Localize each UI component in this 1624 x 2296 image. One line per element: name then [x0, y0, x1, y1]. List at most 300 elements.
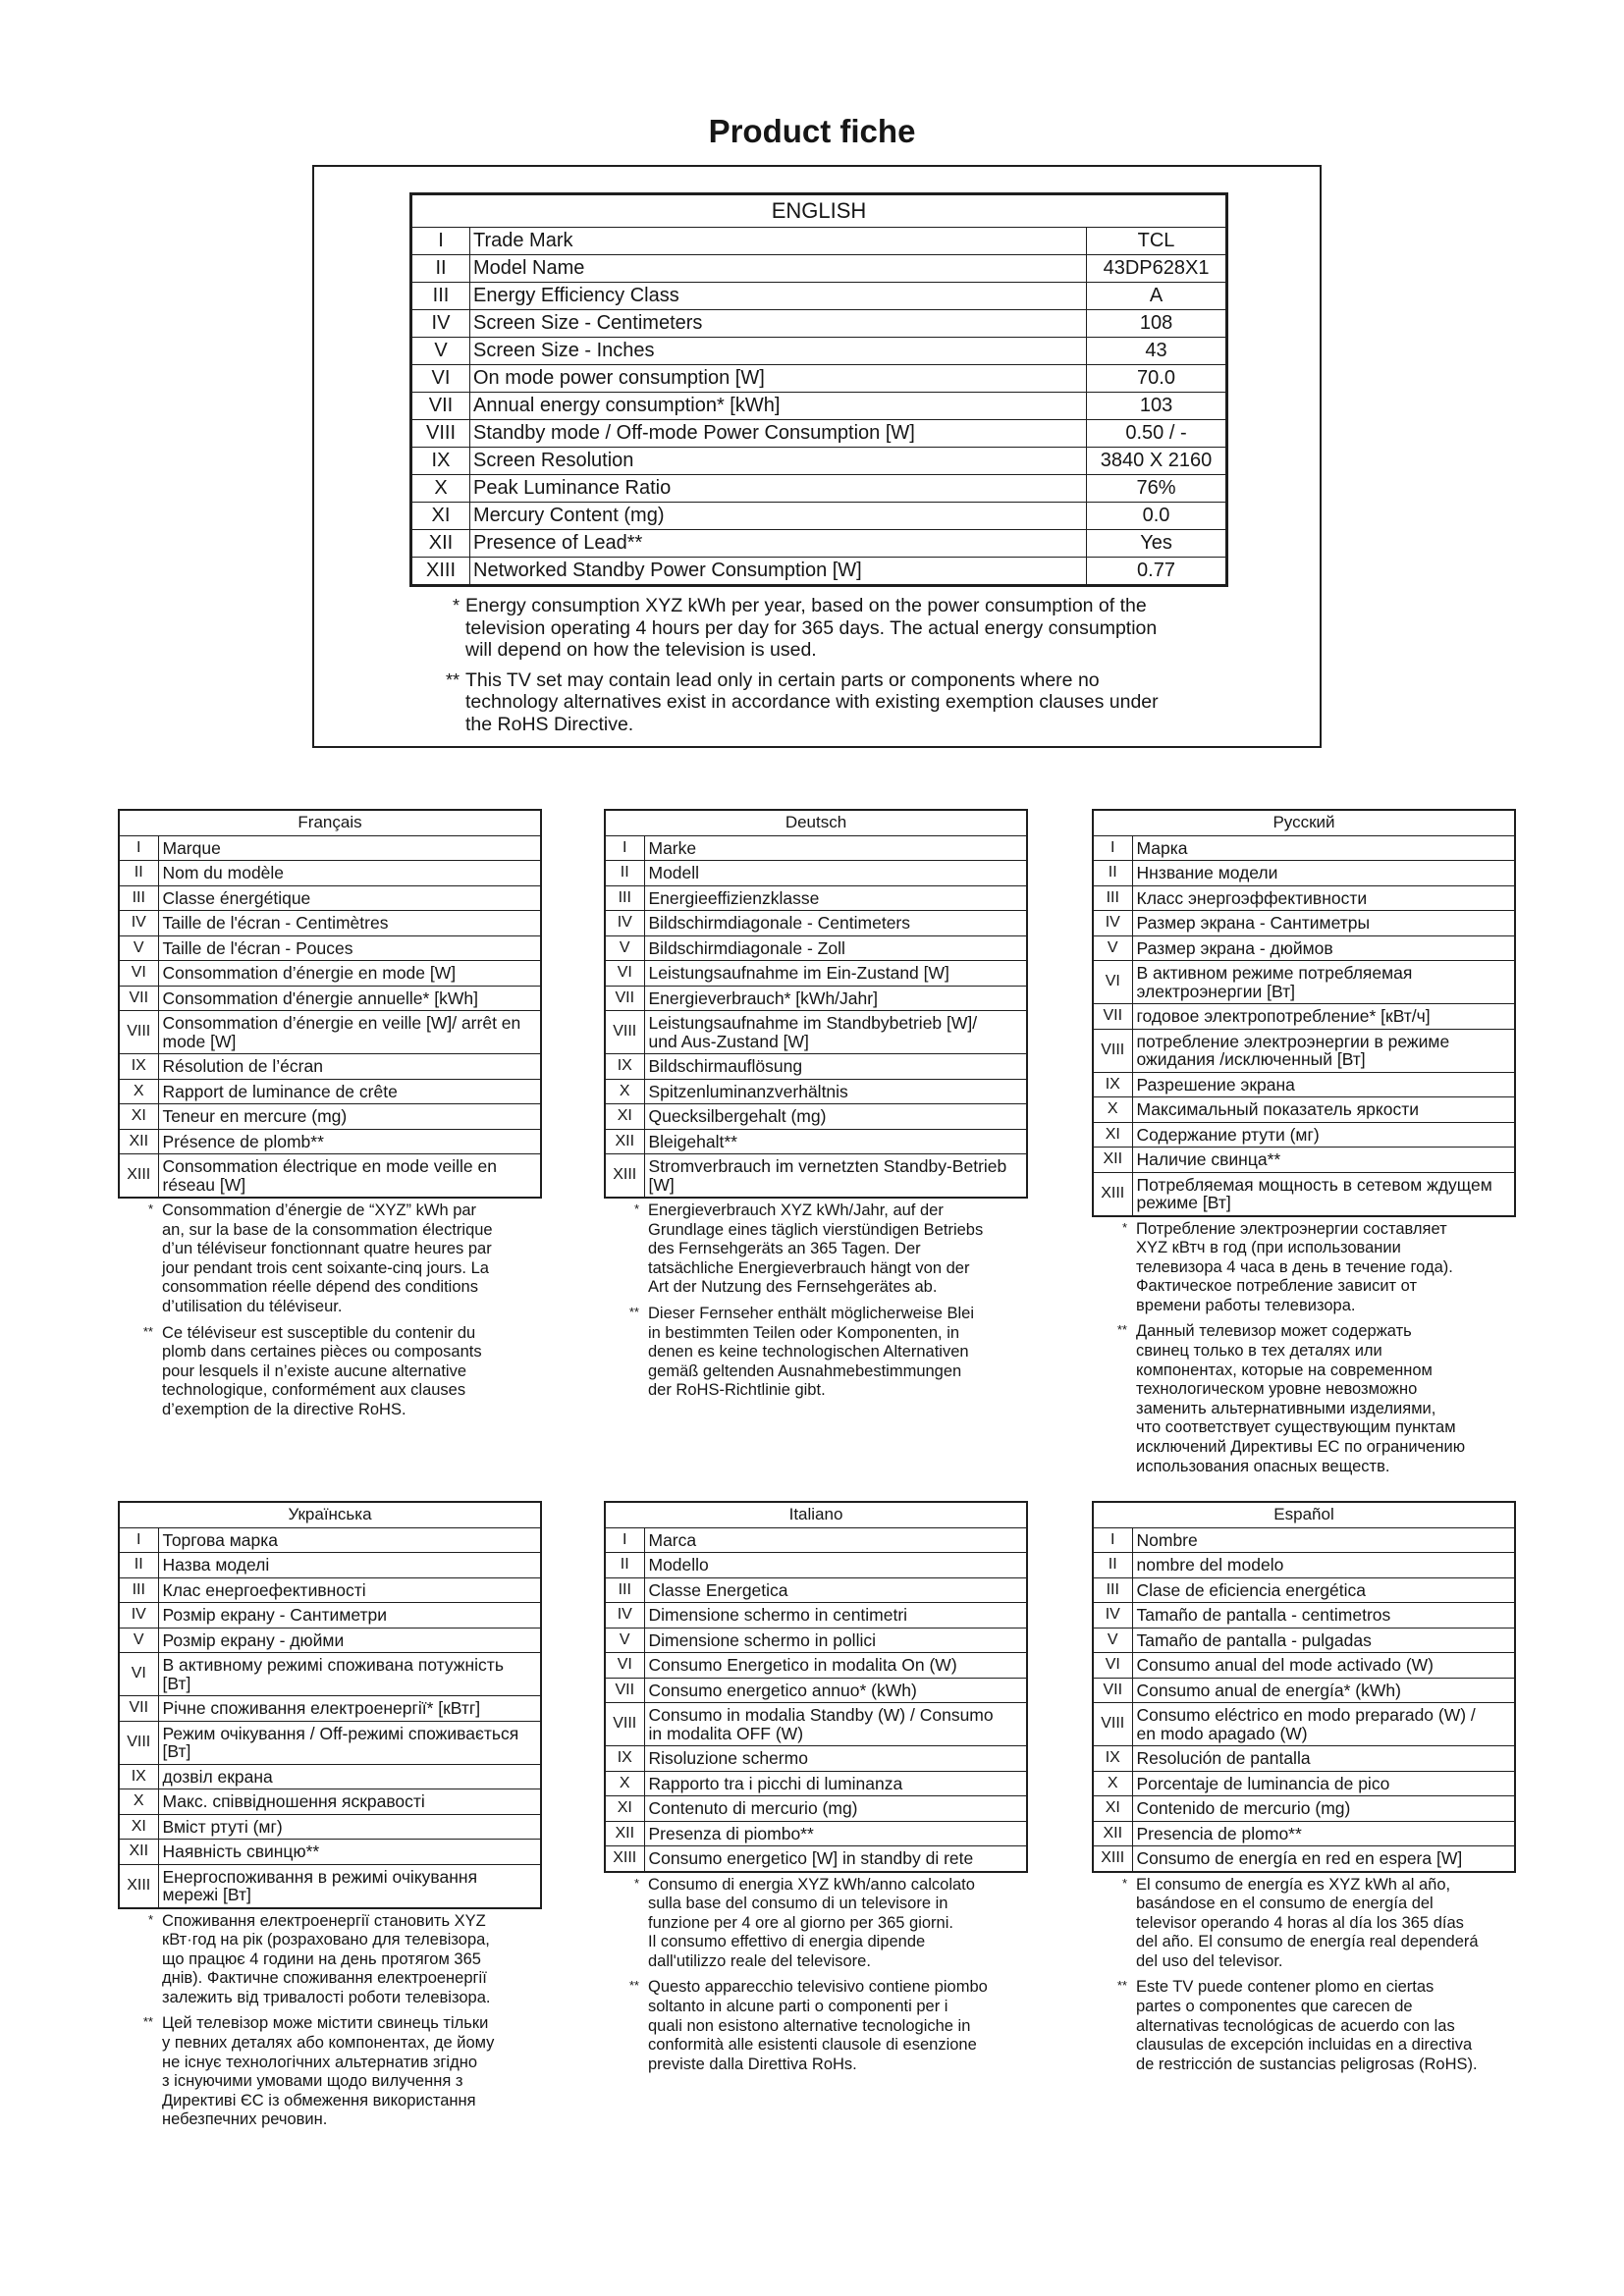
row-numeral: I: [605, 1527, 644, 1553]
spec-row: [605, 1104, 1027, 1130]
spec-row: [119, 1129, 541, 1154]
french: [118, 809, 540, 1427]
row-label: Bleigehalt**: [644, 1129, 1027, 1154]
german: [604, 809, 1026, 1408]
footnote: [418, 595, 1302, 662]
italian: [604, 1501, 1026, 2081]
row-numeral: XII: [119, 1129, 158, 1154]
row-label: Risoluzione schermo: [644, 1746, 1027, 1772]
row-numeral: VIII: [1093, 1703, 1132, 1746]
french-footnotes: [118, 1201, 540, 1420]
spec-row: [605, 1821, 1027, 1846]
spec-row: [1093, 1553, 1515, 1578]
row-value: TCL: [1087, 228, 1227, 255]
row-numeral: IV: [119, 1603, 158, 1629]
row-numeral: XI: [1093, 1796, 1132, 1822]
spec-row: [1093, 835, 1515, 861]
row-label: Modell: [644, 861, 1027, 886]
row-label: Tamaño de pantalla - pulgadas: [1132, 1628, 1515, 1653]
ukrainian: [118, 1501, 540, 2137]
row-label: Максимальный показатель яркости: [1132, 1097, 1515, 1123]
row-label: Consommation électrique en mode veille en réseau [W]: [158, 1154, 541, 1199]
spec-row: [605, 1771, 1027, 1796]
row-value: 0.77: [1087, 558, 1227, 586]
spec-row: [605, 835, 1027, 861]
footnote-text: El consumo de energía es XYZ kWh al año, basándose en el consumo de energía del televisor operando 4 horas al día los 365 días del año. El consumo de energía real dependerá del uso del televisor.: [1136, 1875, 1479, 1970]
spec-row: [119, 935, 541, 961]
footnote-marker: *: [1121, 1875, 1127, 1891]
footnote-text: Потребление электроэнергии составляет XYZ кВтч в год (при использовании телевизора 4 часа в день в течение года). Фактическое потребление зависит от времени работы телевизора.: [1136, 1219, 1453, 1314]
german-table-head: [605, 810, 1027, 835]
footnote-text: This TV set may contain lead only in certain parts or components where no technology alternatives exist in accordance with existing exemption clauses under the RoHS Directive.: [465, 668, 1159, 735]
row-label: Nom du modèle: [158, 861, 541, 886]
row-numeral: XII: [1093, 1821, 1132, 1846]
row-numeral: I: [119, 835, 158, 861]
english-footnotes: [418, 595, 1302, 743]
row-label: Rapport de luminance de crête: [158, 1079, 541, 1104]
spec-row: [119, 1154, 541, 1199]
row-label: Networked Standby Power Consumption [W]: [470, 558, 1087, 586]
spec-row: [1093, 1771, 1515, 1796]
spec-row: [119, 1721, 541, 1764]
row-numeral: III: [1093, 885, 1132, 911]
row-label: В активному режимі споживана потужність [Вт]: [158, 1653, 541, 1696]
row-label: Клас енергоефективності: [158, 1577, 541, 1603]
row-label: Consumo anual de energía* (kWh): [1132, 1678, 1515, 1703]
spanish-footnotes: [1092, 1876, 1514, 2075]
row-numeral: VI: [1093, 1653, 1132, 1679]
row-numeral: X: [1093, 1097, 1132, 1123]
row-label: Consumo eléctrico en modo preparado (W) / en modo apagado (W): [1132, 1703, 1515, 1746]
spec-row: [411, 283, 1227, 310]
row-label: Stromverbrauch im vernetzten Standby-Betrieb [W]: [644, 1154, 1027, 1199]
spec-row: [1093, 1703, 1515, 1746]
footnote-marker: **: [628, 1304, 639, 1319]
row-label: Енергоспоживання в режимі очікування мережі [Вт]: [158, 1864, 541, 1908]
spec-row: [1093, 1821, 1515, 1846]
row-numeral: II: [605, 1553, 644, 1578]
row-numeral: I: [1093, 835, 1132, 861]
row-numeral: V: [605, 935, 644, 961]
spec-row: [411, 255, 1227, 283]
german-footnotes: [604, 1201, 1026, 1401]
row-value: 70.0: [1087, 365, 1227, 393]
footnote-marker: **: [445, 669, 460, 690]
row-label: Classe Energetica: [644, 1577, 1027, 1603]
row-numeral: XI: [119, 1814, 158, 1840]
spec-row: [605, 935, 1027, 961]
row-label: Consumo in modalia Standby (W) / Consumo in modalita OFF (W): [644, 1703, 1027, 1746]
row-label: Porcentaje de luminancia de pico: [1132, 1771, 1515, 1796]
footnote-marker: *: [633, 1875, 639, 1891]
row-numeral: I: [119, 1527, 158, 1553]
row-label: Model Name: [470, 255, 1087, 283]
spec-row: [119, 961, 541, 987]
spec-row: [119, 1054, 541, 1080]
spec-row: [1093, 1577, 1515, 1603]
footnote: [604, 1305, 1026, 1401]
row-numeral: VI: [411, 365, 470, 393]
row-numeral: XI: [411, 503, 470, 530]
spec-row: [1093, 885, 1515, 911]
row-label: Bildschirmauflösung: [644, 1054, 1027, 1080]
row-numeral: VII: [1093, 1004, 1132, 1030]
spanish-spec-rows: [1093, 1527, 1515, 1872]
spanish: [1092, 1501, 1514, 2081]
row-numeral: II: [119, 861, 158, 886]
row-value: 3840 X 2160: [1087, 448, 1227, 475]
spec-row: [411, 228, 1227, 255]
row-numeral: II: [1093, 1553, 1132, 1578]
english-spec-table: [409, 192, 1228, 587]
row-numeral: IX: [1093, 1746, 1132, 1772]
row-value: 108: [1087, 310, 1227, 338]
ukrainian-spec-table: [118, 1501, 542, 1909]
row-numeral: IX: [605, 1746, 644, 1772]
spec-row: [119, 1603, 541, 1629]
spec-row: [605, 861, 1027, 886]
language-heading-row: [1093, 1502, 1515, 1527]
spec-row: [605, 1746, 1027, 1772]
row-label: дозвіл екрана: [158, 1764, 541, 1789]
russian-spec-rows: [1093, 835, 1515, 1216]
ukrainian-spec-rows: [119, 1527, 541, 1908]
row-label: Taille de l'écran - Pouces: [158, 935, 541, 961]
spec-row: [605, 1011, 1027, 1054]
row-label: Energieverbrauch* [kWh/Jahr]: [644, 986, 1027, 1011]
spec-row: [605, 911, 1027, 936]
french-spec-table: [118, 809, 542, 1199]
row-label: Наявність свинцю**: [158, 1840, 541, 1865]
german-spec-table: [604, 809, 1028, 1199]
row-label: Bildschirmdiagonale - Zoll: [644, 935, 1027, 961]
row-label: Річне споживання електроенергії* [кВтг]: [158, 1696, 541, 1722]
footnote-text: Dieser Fernseher enthält möglicherweise Blei in bestimmten Teilen oder Komponenten, in denen es keine technologischen Alternativen gemäß geltenden Ausnahmebestimmungen der RoHS-Richtlinie gibt.: [648, 1304, 974, 1400]
footnote: [604, 1876, 1026, 1972]
row-label: Dimensione schermo in pollici: [644, 1628, 1027, 1653]
row-label: Consommation d'énergie annuelle* [kWh]: [158, 986, 541, 1011]
row-numeral: VIII: [605, 1703, 644, 1746]
footnote: [1092, 1322, 1514, 1476]
spec-row: [119, 1553, 541, 1578]
spec-row: [1093, 911, 1515, 936]
row-numeral: XI: [119, 1104, 158, 1130]
footnote-marker: **: [142, 2014, 153, 2030]
row-numeral: II: [605, 861, 644, 886]
spec-row: [1093, 1796, 1515, 1822]
row-label: Marke: [644, 835, 1027, 861]
language-heading: Українська: [119, 1502, 541, 1527]
row-numeral: VIII: [119, 1721, 158, 1764]
spec-row: [119, 986, 541, 1011]
row-label: Rapporto tra i picchi di luminanza: [644, 1771, 1027, 1796]
footnote-marker: *: [1121, 1219, 1127, 1235]
spec-row: [119, 861, 541, 886]
row-numeral: VI: [605, 1653, 644, 1679]
footnote-text: Este TV puede contener plomo en ciertas partes o componentes que carecen de alternativas tecnológicas de acuerdo con las clausulas de excepción incluidas en a directiva de restricción de sustancias peligrosas (RoHS).: [1136, 1978, 1478, 2073]
footnote: [604, 1978, 1026, 2074]
spec-row: [119, 1577, 541, 1603]
language-heading-row: [605, 1502, 1027, 1527]
row-numeral: VII: [119, 1696, 158, 1722]
spec-row: [119, 835, 541, 861]
spec-row: [1093, 861, 1515, 886]
footnote-marker: **: [1116, 1322, 1127, 1338]
row-label: Classe énergétique: [158, 885, 541, 911]
spec-row: [119, 1011, 541, 1054]
row-label: Содержание ртути (мг): [1132, 1122, 1515, 1148]
spec-row: [605, 1054, 1027, 1080]
row-numeral: I: [411, 228, 470, 255]
spec-row: [119, 1653, 541, 1696]
row-label: Modello: [644, 1553, 1027, 1578]
russian-spec-table: [1092, 809, 1516, 1217]
spec-row: [119, 885, 541, 911]
row-label: Класс энергоэффективности: [1132, 885, 1515, 911]
row-numeral: VII: [1093, 1678, 1132, 1703]
row-numeral: VIII: [411, 420, 470, 448]
spec-row: [1093, 1603, 1515, 1629]
row-label: Consumo energetico [W] in standby di rete: [644, 1846, 1027, 1872]
row-label: Presence of Lead**: [470, 530, 1087, 558]
spec-row: [1093, 1148, 1515, 1173]
row-numeral: VIII: [1093, 1029, 1132, 1072]
row-numeral: XIII: [411, 558, 470, 586]
row-label: Розмір екрану - Сантиметри: [158, 1603, 541, 1629]
footnote-text: Данный телевизор может содержать свинец только в тех деталях или компонентах, которые на современном технологическом уровне невозможно заменить альтернативными изделиями, что соответствует существующим пунктам исключений Директивы ЕС по ограничению использования опасных веществ.: [1136, 1322, 1466, 1475]
footnote-text: Energy consumption XYZ kWh per year, based on the power consumption of the television operating 4 hours per day for 365 days. The actual energy consumption will depend on how the television is used.: [465, 595, 1158, 661]
row-numeral: V: [1093, 1628, 1132, 1653]
row-label: Bildschirmdiagonale - Centimeters: [644, 911, 1027, 936]
row-label: Resolución de pantalla: [1132, 1746, 1515, 1772]
footnote-marker: *: [452, 596, 460, 615]
row-label: Consommation d’énergie en mode [W]: [158, 961, 541, 987]
spanish-table-head: [1093, 1502, 1515, 1527]
spec-row: [411, 365, 1227, 393]
row-numeral: X: [605, 1771, 644, 1796]
spec-row: [605, 1154, 1027, 1199]
language-heading-row: [1093, 810, 1515, 835]
row-label: Mercury Content (mg): [470, 503, 1087, 530]
spec-row: [119, 1814, 541, 1840]
row-numeral: V: [1093, 935, 1132, 961]
footnote: [1092, 1978, 1514, 2074]
spec-row: [119, 1840, 541, 1865]
row-label: Марка: [1132, 835, 1515, 861]
row-numeral: XI: [605, 1104, 644, 1130]
row-label: Quecksilbergehalt (mg): [644, 1104, 1027, 1130]
row-numeral: IX: [1093, 1072, 1132, 1097]
spec-row: [411, 310, 1227, 338]
footnote-marker: *: [147, 1911, 153, 1927]
row-numeral: XI: [1093, 1122, 1132, 1148]
english-spec-rows: [411, 228, 1227, 586]
spec-row: [605, 1553, 1027, 1578]
spec-row: [411, 393, 1227, 420]
row-numeral: III: [119, 885, 158, 911]
footnote: [118, 1201, 540, 1317]
row-numeral: IX: [605, 1054, 644, 1080]
footnote-text: Ce téléviseur est susceptible du contenir du plomb dans certaines pièces ou composants pour lesquels il n’existe aucune alternative technologique, conformément aux clauses d’exemption de la directive RoHS.: [162, 1323, 482, 1418]
row-numeral: IV: [605, 911, 644, 936]
row-numeral: VI: [605, 961, 644, 987]
row-label: Taille de l'écran - Centimètres: [158, 911, 541, 936]
row-numeral: IV: [605, 1603, 644, 1629]
row-value: 76%: [1087, 475, 1227, 503]
row-label: Leistungsaufnahme im Standbybetrieb [W]/ und Aus-Zustand [W]: [644, 1011, 1027, 1054]
row-value: Yes: [1087, 530, 1227, 558]
row-label: Размер экрана - Сантиметры: [1132, 911, 1515, 936]
row-label: Présence de plomb**: [158, 1129, 541, 1154]
row-label: Разрешение экрана: [1132, 1072, 1515, 1097]
row-numeral: IX: [411, 448, 470, 475]
row-numeral: XI: [605, 1796, 644, 1822]
spec-row: [119, 1864, 541, 1908]
row-label: On mode power consumption [W]: [470, 365, 1087, 393]
italian-footnotes: [604, 1876, 1026, 2075]
italian-spec-table: [604, 1501, 1028, 1873]
english-heading: ENGLISH: [411, 194, 1227, 228]
footnote-text: Consommation d’énergie de “XYZ” kWh par an, sur la base de la consommation électrique d’un téléviseur fonctionnant quatre heures par jour pendant trois cent soixante-cinq jours. La consommation réelle dépend des conditions d’utilisation du téléviseur.: [162, 1201, 493, 1315]
row-label: Consommation d’énergie en veille [W]/ arrêt en mode [W]: [158, 1011, 541, 1054]
row-numeral: XII: [119, 1840, 158, 1865]
row-label: В активном режиме потребляемая электроэнергии [Вт]: [1132, 961, 1515, 1004]
spec-row: [605, 1577, 1027, 1603]
row-numeral: X: [1093, 1771, 1132, 1796]
row-label: Presenza di piombo**: [644, 1821, 1027, 1846]
spec-row: [605, 1846, 1027, 1872]
spec-row: [605, 1653, 1027, 1679]
row-value: 43: [1087, 338, 1227, 365]
row-label: Назва моделі: [158, 1553, 541, 1578]
spec-row: [605, 1079, 1027, 1104]
row-numeral: VII: [605, 1678, 644, 1703]
spec-row: [411, 558, 1227, 586]
row-numeral: X: [411, 475, 470, 503]
row-value: 43DP628X1: [1087, 255, 1227, 283]
row-numeral: IV: [1093, 1603, 1132, 1629]
row-label: Energy Efficiency Class: [470, 283, 1087, 310]
row-label: Teneur en mercure (mg): [158, 1104, 541, 1130]
row-label: Contenuto di mercurio (mg): [644, 1796, 1027, 1822]
row-label: Leistungsaufnahme im Ein-Zustand [W]: [644, 961, 1027, 987]
row-label: Торгова марка: [158, 1527, 541, 1553]
language-heading: Español: [1093, 1502, 1515, 1527]
footnote-text: Споживання електроенергії становить XYZ кВт·год на рік (розраховано для телевізора, що працює 4 години на день протягом 365 днів). Фактичне споживання електроенергії залежить від тривалості роботи телевізора.: [162, 1911, 491, 2006]
spec-row: [605, 1703, 1027, 1746]
row-label: Marca: [644, 1527, 1027, 1553]
row-numeral: IV: [119, 911, 158, 936]
spec-row: [1093, 1678, 1515, 1703]
row-numeral: VI: [1093, 961, 1132, 1004]
row-numeral: VIII: [605, 1011, 644, 1054]
spec-row: [1093, 1004, 1515, 1030]
french-table-head: [119, 810, 541, 835]
row-numeral: III: [605, 1577, 644, 1603]
row-label: Presencia de plomo**: [1132, 1821, 1515, 1846]
spec-row: [119, 911, 541, 936]
footnote: [118, 2014, 540, 2130]
row-numeral: XII: [605, 1821, 644, 1846]
row-numeral: XII: [605, 1129, 644, 1154]
russian: [1092, 809, 1514, 1483]
spec-row: [411, 420, 1227, 448]
spec-row: [605, 1796, 1027, 1822]
row-numeral: IV: [1093, 911, 1132, 936]
italian-spec-rows: [605, 1527, 1027, 1872]
language-heading-row: [605, 810, 1027, 835]
row-numeral: XIII: [1093, 1172, 1132, 1216]
footnote-text: Energieverbrauch XYZ kWh/Jahr, auf der Grundlage eines täglich vierstündigen Betriebs des Fernsehgeräts an 365 Tagen. Der tatsächliche Energieverbrauch hängt von der Art der Nutzung des Fernsehgerätes ab.: [648, 1201, 984, 1297]
row-numeral: X: [605, 1079, 644, 1104]
spec-row: [1093, 1029, 1515, 1072]
row-label: Потребляемая мощность в сетевом ждущем режиме [Вт]: [1132, 1172, 1515, 1216]
row-label: Вміст ртуті (мг): [158, 1814, 541, 1840]
spec-row: [119, 1079, 541, 1104]
row-label: Наличие свинца**: [1132, 1148, 1515, 1173]
row-label: Tamaño de pantalla - centimetros: [1132, 1603, 1515, 1629]
spec-row: [605, 1129, 1027, 1154]
row-numeral: III: [119, 1577, 158, 1603]
row-label: Размер экрана - дюймов: [1132, 935, 1515, 961]
row-label: годовое электропотребление* [кВт/ч]: [1132, 1004, 1515, 1030]
russian-table-head: [1093, 810, 1515, 835]
row-numeral: XII: [411, 530, 470, 558]
row-numeral: VII: [605, 986, 644, 1011]
row-label: Standby mode / Off-mode Power Consumption [W]: [470, 420, 1087, 448]
row-label: Annual energy consumption* [kWh]: [470, 393, 1087, 420]
language-heading: Deutsch: [605, 810, 1027, 835]
row-label: Energieeffizienzklasse: [644, 885, 1027, 911]
spec-row: [1093, 961, 1515, 1004]
footnote: [604, 1201, 1026, 1298]
spec-row: [411, 503, 1227, 530]
footnote-marker: **: [628, 1978, 639, 1994]
spec-row: [605, 986, 1027, 1011]
row-label: Режим очікування / Off-режимі споживається [Вт]: [158, 1721, 541, 1764]
row-label: Clase de eficiencia energética: [1132, 1577, 1515, 1603]
footnote: [118, 1324, 540, 1420]
row-label: Consumo anual del mode activado (W): [1132, 1653, 1515, 1679]
spec-row: [605, 1628, 1027, 1653]
footnote: [118, 1912, 540, 2008]
row-label: Screen Size - Centimeters: [470, 310, 1087, 338]
italian-table-head: [605, 1502, 1027, 1527]
row-numeral: VI: [119, 961, 158, 987]
language-heading: Français: [119, 810, 541, 835]
row-numeral: XIII: [119, 1154, 158, 1199]
row-numeral: VII: [119, 986, 158, 1011]
spec-row: [605, 1527, 1027, 1553]
spec-row: [1093, 1072, 1515, 1097]
row-numeral: VI: [119, 1653, 158, 1696]
footnote-marker: *: [633, 1201, 639, 1216]
row-label: Consumo energetico annuo* (kWh): [644, 1678, 1027, 1703]
spanish-spec-table: [1092, 1501, 1516, 1873]
row-numeral: V: [119, 935, 158, 961]
row-numeral: V: [119, 1628, 158, 1653]
footnote-marker: *: [147, 1201, 153, 1216]
row-numeral: III: [1093, 1577, 1132, 1603]
row-numeral: XIII: [605, 1154, 644, 1199]
row-numeral: X: [119, 1079, 158, 1104]
row-numeral: X: [119, 1789, 158, 1815]
spec-row: [605, 1603, 1027, 1629]
row-numeral: II: [119, 1553, 158, 1578]
footnote-text: Consumo di energia XYZ kWh/anno calcolato sulla base del consumo di un televisore in funzione per 4 ore al giorno per 365 giorni. Il consumo effettivo di energia dipende dall'utilizzo reale del televisore.: [648, 1875, 975, 1970]
row-value: 0.0: [1087, 503, 1227, 530]
spec-row: [119, 1696, 541, 1722]
